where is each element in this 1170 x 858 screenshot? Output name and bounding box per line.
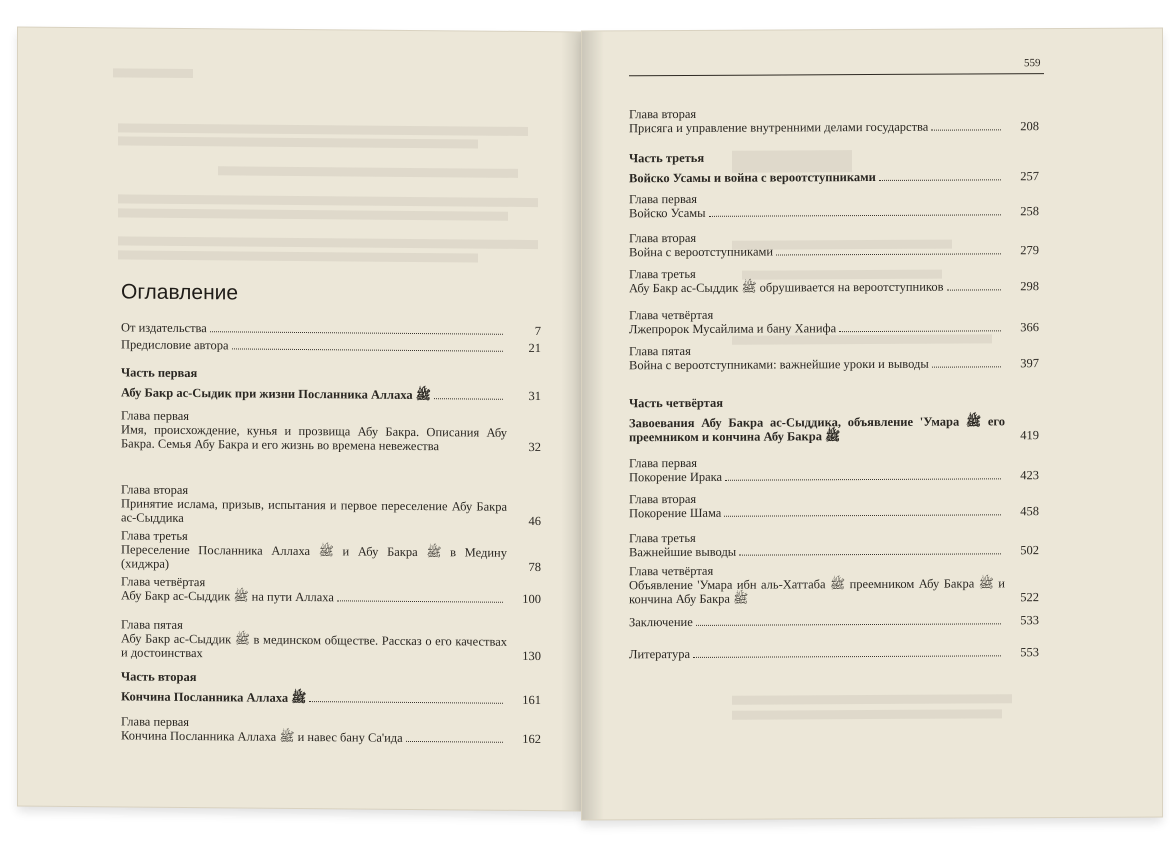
toc-chapter-entry [629,265,1039,295]
entry-title: Присяга и управление внутренними делами государства [629,119,929,136]
page-number: 553 [1020,645,1039,660]
page-number: 7 [534,324,541,339]
toc-chapter-entry [121,482,541,528]
chapter-label: Глава четвёртая [121,574,206,590]
bleed-through-line [732,694,1012,704]
page-number: 397 [1020,356,1039,371]
part-label: Часть третья [629,150,705,166]
page-number: 419 [1020,428,1039,443]
entry-title: Покорение Шама [629,505,722,521]
part-label: Часть первая [121,365,198,381]
chapter-label: Глава первая [629,455,698,471]
page-number: 130 [522,648,541,664]
toc-part-entry [121,669,541,707]
entry-title: Война с вероотступниками [629,244,774,260]
entry-line [121,689,541,707]
dot-leader [947,289,1002,290]
entry-line [121,385,541,403]
entry-title: Объявление 'Умара ибн аль-Хаттаба ﷺ преемником Абу Бакра ﷺ и кончина Абу Бакра ﷺ [629,576,1006,607]
dot-leader [406,741,503,743]
toc-chapter-entry [629,454,1039,484]
page-number: 533 [1020,613,1039,628]
entry-line [629,468,1039,484]
toc-title: Оглавление [121,280,239,305]
entry-line [121,320,541,338]
entry-title: Предисловие автора [121,337,229,353]
page-number: 21 [528,340,541,356]
spine-shadow [561,32,583,810]
right-page [582,28,1162,819]
entry-title: Абу Бакр ас-Сыддик ﷺ в мединском обществе. Рассказ о его качествах и достоинствах [121,631,508,661]
page-number: 162 [522,731,541,747]
dot-leader [696,623,1001,626]
chapter-label: Глава первая [121,408,190,424]
entry-title: Кончина Посланника Аллаха ﷺ и навес бану Са'ида [121,728,403,745]
entry-title: Переселение Посланника Аллаха ﷺ и Абу Бакра ﷺ в Медину (хиджра) [121,542,507,571]
entry-line [121,542,541,574]
entry-title: Войско Усамы и война с вероотступниками [629,169,876,186]
chapter-label: Глава четвёртая [629,563,714,579]
entry-line [121,588,541,606]
page-number: 298 [1020,279,1039,294]
page-number: 208 [1020,119,1039,134]
chapter-label: Глава третья [629,530,696,546]
bleed-through-header [113,68,193,78]
entry-line [629,543,1039,559]
bleed-through-line [118,194,538,207]
chapter-label: Глава четвёртая [629,307,714,323]
toc-part-entry [121,365,541,403]
dot-leader [776,253,1001,255]
page-number: 161 [522,692,541,708]
header-rule [629,73,1044,76]
page-number: 559 [1024,57,1041,70]
toc-entry [629,645,1039,661]
page-number: 258 [1020,204,1039,219]
bleed-through-line [732,709,1002,719]
entry-title: Покорение Ирака [629,469,723,485]
page-number: 46 [528,513,541,529]
page-number: 502 [1020,543,1039,558]
entry-title: Литература [629,646,690,662]
page-number: 279 [1020,243,1039,258]
entry-line [629,320,1039,336]
entry-line [121,422,541,454]
dot-leader [434,398,503,400]
chapter-label: Глава третья [121,528,188,544]
toc-chapter-entry [629,490,1039,520]
entry-title: Войско Усамы [629,205,706,221]
entry-title: Абу Бакр ас-Сыддик ﷺ на пути Аллаха [121,588,334,605]
toc-chapter-entry [629,562,1039,606]
bleed-through-line [118,123,528,136]
toc-entry [121,320,541,338]
chapter-label: Глава первая [629,191,698,207]
entry-line [629,356,1039,372]
dot-leader [232,348,504,351]
bleed-through-line [118,250,478,262]
entry-title: Кончина Посланника Аллаха ﷺ [121,689,307,706]
entry-line [629,613,1039,629]
toc-chapter-entry [121,574,541,606]
page-number: 100 [522,591,541,607]
entry-title: От издательства [121,320,207,336]
chapter-label: Глава вторая [629,491,697,507]
entry-line [629,645,1039,661]
page-number: 31 [528,388,541,404]
page-number: 458 [1020,504,1039,519]
entry-title: Принятие ислама, призыв, испытания и первое переселение Абу Бакра ас-Сыддика [121,496,507,525]
page-number: 257 [1020,169,1039,184]
entry-line [121,728,541,746]
chapter-label: Глава вторая [629,230,697,246]
dot-leader [932,366,1001,367]
toc-chapter-entry [121,617,541,663]
dot-leader [309,701,503,704]
toc-chapter-entry [121,714,541,746]
entry-title: Абу Бакр ас-Сыдик при жизни Посланника Аллаха ﷺ [121,385,431,403]
entry-line [629,119,1039,135]
toc-chapter-entry [121,408,541,454]
entry-line [629,279,1039,295]
entry-line [121,337,541,355]
entry-title: Лжепророк Мусайлима и бану Ханифа [629,321,837,337]
spine-shadow [582,31,604,819]
entry-title: Завоевания Абу Бакра ас-Сыддика, объявление 'Умара ﷺ его преемником и кончина Абу Бакра ﷺ [629,414,1005,445]
page-number: 78 [528,559,541,575]
toc-chapter-entry [629,105,1039,135]
toc-chapter-entry [629,306,1039,336]
dot-leader [210,331,503,335]
toc-chapter-entry [629,229,1039,259]
dot-leader [337,600,503,602]
bleed-through-line [218,166,518,178]
dot-leader [709,214,1001,217]
entry-line [629,504,1039,520]
toc-chapter-entry [629,190,1039,220]
toc-chapter-entry [121,528,541,574]
bleed-through-line [118,208,508,220]
bleed-through-line [118,136,478,148]
dot-leader [724,514,1001,516]
chapter-label: Глава пятая [121,617,183,632]
entry-line [629,414,1039,444]
entry-line [121,631,541,663]
entry-title: Имя, происхождение, кунья и прозвища Абу Бакра. Описания Абу Бакра. Семья Абу Бакра и его жизнь во времена невежества [121,422,507,454]
page-number: 366 [1020,320,1039,335]
dot-leader [931,129,1001,130]
toc-chapter-entry [629,529,1039,559]
entry-line [121,496,541,528]
chapter-label: Глава первая [121,714,190,730]
entry-line [629,204,1039,220]
page-number: 522 [1020,590,1039,605]
entry-line [629,169,1039,185]
toc-part-entry [629,149,1039,185]
toc-part-entry [629,394,1039,444]
entry-line [629,576,1039,606]
part-label: Часть вторая [121,669,197,685]
chapter-label: Глава третья [629,266,696,282]
toc-entry [121,337,541,355]
dot-leader [839,330,1001,332]
entry-title: Абу Бакр ас-Сыддик ﷺ обрушивается на вероотступников [629,279,944,296]
bleed-through-line [118,236,538,249]
chapter-label: Глава пятая [629,343,691,359]
entry-title: Война с вероотступниками: важнейшие уроки и выводы [629,356,929,373]
entry-line [629,243,1039,259]
dot-leader [879,179,1001,181]
entry-title: Заключение [629,614,693,630]
page-number: 423 [1020,468,1039,483]
toc-entry [629,613,1039,629]
part-label: Часть четвёртая [629,395,723,411]
left-page [18,28,583,811]
toc-chapter-entry [629,342,1039,372]
dot-leader [739,553,1001,555]
chapter-label: Глава вторая [121,482,189,498]
dot-leader [693,655,1001,658]
dot-leader [725,478,1001,480]
chapter-label: Глава вторая [629,106,697,122]
entry-title: Важнейшие выводы [629,544,737,560]
page-number: 32 [528,439,541,455]
